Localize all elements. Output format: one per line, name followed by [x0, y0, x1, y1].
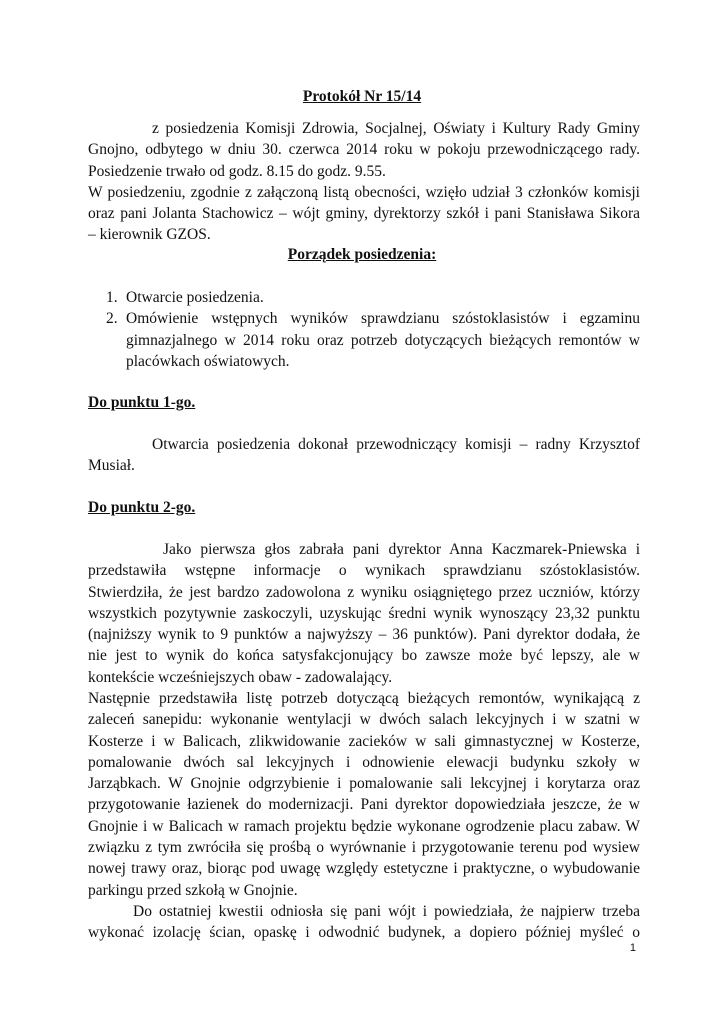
point2-line: Kosterze i w Balicach, zlikwidowanie zacieków w sali gimnastycznej w Kosterze,: [88, 732, 640, 750]
agenda-title: Porządek posiedzenia:: [287, 246, 437, 263]
point2-line: zaleceń sanepidu: wykonanie wentylacji w dwóch salach lekcyjnych i w szatni w: [88, 711, 640, 729]
point2-line: (najniższy wynik to 9 punktów a najwyższy – 36 punktów). Pani dyrektor dodała, że: [88, 626, 640, 644]
point2-paragraph-2: [88, 688, 640, 901]
point2-line: Gnojnie i w Balicach w ramach projektu będzie wykonane ogrodzenie placu zabaw. W: [88, 817, 640, 835]
point2-line: wszystkich pozytywnie zaskoczyli, uzyskując średni wynik wynoszący 23,32 punktu: [88, 604, 640, 622]
point2-line: przedstawiła wstępne informacje o wynikach sprawdzianu szóstoklasistów.: [88, 562, 640, 580]
agenda-item-text: Otwarcie posiedzenia.: [126, 289, 264, 306]
agenda-item-text: placówkach oświatowych.: [126, 352, 290, 370]
point1-paragraph: [88, 434, 640, 477]
point2-line: przygotowanie łazienek do modernizacji. Pani dyrektor dopowiedziała jeszcze, że w: [88, 796, 640, 814]
point2-paragraph-1: [88, 539, 640, 688]
page-number: 1: [629, 942, 636, 954]
point2-line: Jarząbkach. W Gnojnie odgrzybienie i pomalowanie sali lekcyjnej i korytarza oraz: [88, 775, 640, 793]
point2-paragraph-3: [88, 901, 640, 944]
point2-line: Jako pierwsza głos zabrała pani dyrektor Anna Kaczmarek-Pniewska i: [163, 541, 640, 558]
agenda-item: [106, 308, 640, 372]
point2-line: Następnie przedstawiła listę potrzeb dotyczącą bieżących remontów, wynikającą z: [88, 690, 640, 707]
point2-line: nie jest to wynik do końca satysfakcjonujący bo zawsze może być lepszy, ale w: [88, 647, 640, 665]
point2-line: Stwierdziła, że jest bardzo zadowolona z wyniku osiągniętego przez uczniów, którzy: [88, 583, 640, 601]
attendance-line: oraz pani Jolanta Stachowicz – wójt gminy, dyrektorzy szkół i pani Stanisława Sikora: [88, 205, 640, 223]
agenda-list: [106, 287, 640, 372]
point2-heading: Do punktu 2-go.: [88, 499, 196, 516]
point2-line: kontekście wcześniejszych obaw - zadowalający.: [88, 668, 393, 686]
attendance-line: W posiedzeniu, zgodnie z załączoną listą obecności, wzięło udział 3 członków komisji: [88, 183, 640, 201]
point2-line: wykonać izolację ścian, opaskę i odwodnić budynek, a dopiero później myśleć o: [88, 924, 640, 942]
document-title: Protokół Nr 15/14: [302, 88, 422, 105]
point1-line: Musiał.: [88, 457, 135, 475]
point1-heading: Do punktu 1-go.: [88, 394, 196, 411]
agenda-item: [106, 287, 640, 308]
attendance-line: – kierownik GZOS.: [88, 226, 211, 244]
agenda-item-number: 1.: [106, 289, 118, 306]
point2-line: parkingu przed szkołą w Gnojnie.: [88, 881, 298, 899]
agenda-item-text: gimnazjalnego w 2014 roku oraz potrzeb dotyczących bieżących remontów w: [126, 331, 640, 349]
agenda-item-text: Omówienie wstępnych wyników sprawdzianu szóstoklasistów i egzaminu: [126, 310, 640, 328]
intro-paragraph: [88, 118, 640, 246]
intro-line: Gnojno, odbytego w dniu 30. czerwca 2014 roku w pokoju przewodniczącego rady.: [88, 141, 640, 159]
intro-line: z posiedzenia Komisji Zdrowia, Socjalnej, Oświaty i Kultury Rady Gminy: [152, 120, 640, 137]
intro-line: Posiedzenie trwało od godz. 8.15 do godz. 9.55.: [88, 162, 386, 180]
point2-line: Do ostatniej kwestii odniosła się pani wójt i powiedziała, że najpierw trzeba: [133, 903, 640, 920]
point1-line: Otwarcia posiedzenia dokonał przewodniczący komisji – radny Krzysztof: [152, 436, 640, 453]
agenda-item-number: 2.: [106, 310, 118, 328]
point2-line: pomalowanie dwóch sal lekcyjnych i odnowienie elewacji budynku szkoły w: [88, 753, 640, 771]
point2-line: związku z tym zwróciła się prośbą o wyrównanie i przygotowanie terenu pod wysiew: [88, 839, 640, 857]
point2-line: nowej trawy oraz, biorąc pod uwagę względy estetyczne i praktyczne, o wybudowanie: [88, 860, 640, 878]
